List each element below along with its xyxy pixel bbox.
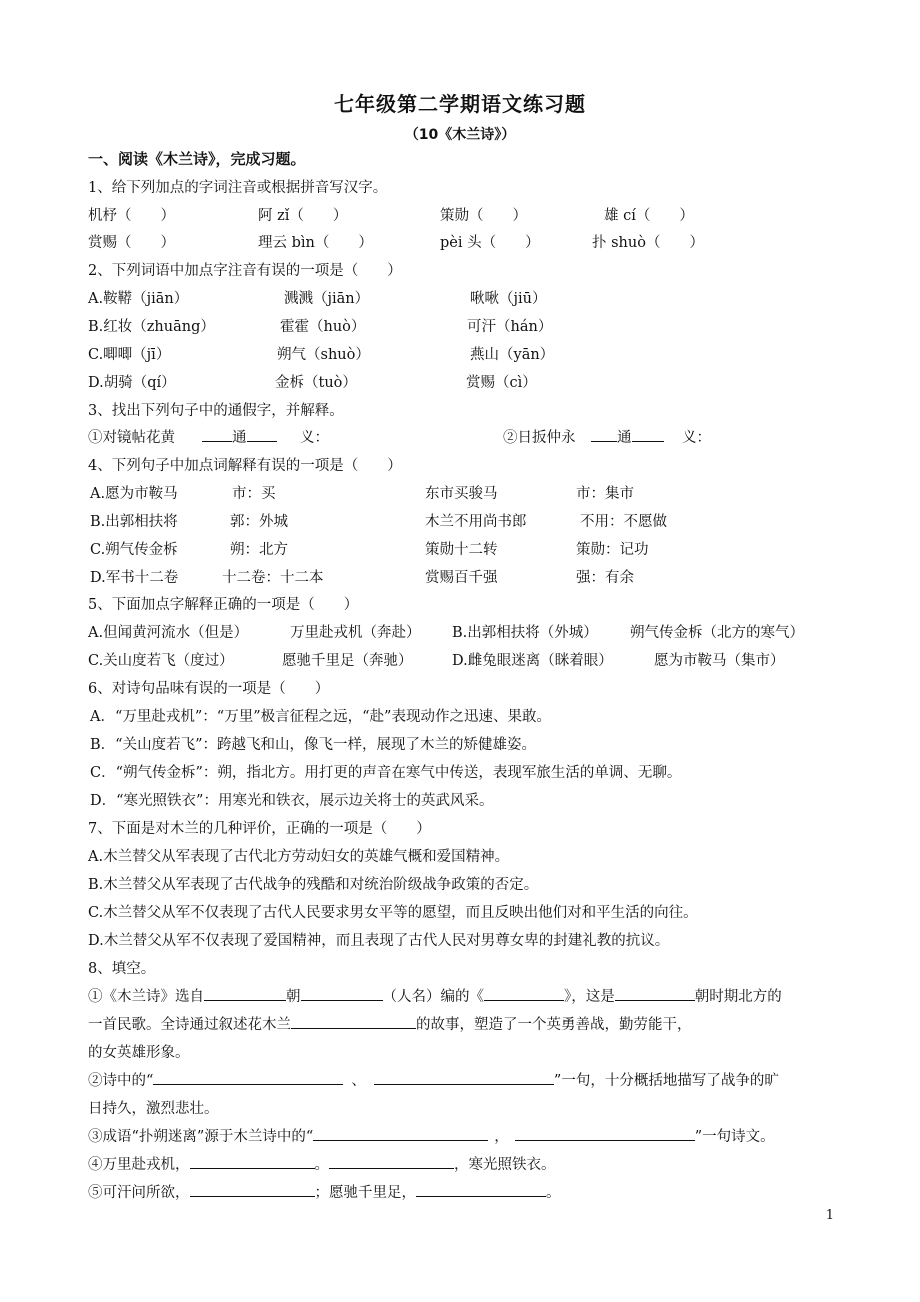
- q3-tong: 通: [617, 430, 632, 446]
- fill-blank[interactable]: [484, 986, 564, 1001]
- q2-stem: 2、下列词语中加点字注音有误的一项是（ ）: [88, 263, 402, 279]
- q2-cell: 赏赐（cì）: [466, 375, 537, 391]
- q3-sentence-b: ②日扳仲永: [503, 430, 576, 446]
- fill-blank[interactable]: [204, 986, 286, 1001]
- text: ②诗中的“: [88, 1073, 154, 1089]
- q7-option: D.木兰替父从军不仅表现了爱国精神，而且表现了古代人民对男尊女卑的封建礼教的抗议。: [88, 933, 670, 949]
- text: ；愿驰千里足，: [314, 1185, 416, 1201]
- text: 。: [546, 1185, 561, 1201]
- q8-fill-1-line-2: [88, 1013, 692, 1034]
- q1-item: 机杼（ ）: [88, 208, 175, 224]
- page-title: 七年级第二学期语文练习题: [334, 92, 586, 116]
- q4-cell: C.朔气传金柝: [90, 542, 178, 558]
- q5-option-row: [0, 649, 920, 673]
- q8-fill-3: [88, 1125, 775, 1146]
- q8-fill-1-line-1: [88, 985, 782, 1006]
- q4-cell: 策勋：记功: [576, 542, 649, 558]
- fill-blank[interactable]: [329, 1154, 454, 1169]
- q8-fill-2-line-2: 日持久，激烈悲壮。: [88, 1101, 219, 1117]
- page-subtitle: （10《木兰诗》）: [404, 127, 516, 143]
- q4-cell: 郭：外城: [230, 514, 288, 530]
- text: ，: [494, 1129, 509, 1145]
- fill-blank[interactable]: [301, 986, 383, 1001]
- q1-row-2: [0, 231, 920, 255]
- q4-cell: 木兰不用尚书郎: [425, 514, 527, 530]
- q7-option: A.木兰替父从军表现了古代北方劳动妇女的英雄气概和爱国精神。: [88, 849, 510, 865]
- q4-option-row: [0, 510, 920, 534]
- text: 一首民歌。全诗通过叙述花木兰: [88, 1017, 291, 1033]
- q5-option-row: [0, 621, 920, 645]
- q2-cell: A.鞍鞯（jiān）: [88, 291, 189, 307]
- q6-option: A．“万里赴戎机”：“万里”极言征程之远，“赴”表现动作之迅速、果敢。: [90, 709, 551, 725]
- q3-tong: 通: [232, 430, 247, 446]
- q4-cell: 不用：不愿做: [580, 514, 667, 530]
- fill-blank[interactable]: [374, 1070, 554, 1085]
- q1-item: 雄 cí（ ）: [604, 208, 694, 224]
- text: 。: [314, 1157, 329, 1173]
- q6-option: D．“寒光照铁衣”：用寒光和铁衣，展示边关将士的英武风采。: [90, 793, 494, 809]
- q3-yi: 义：: [300, 430, 329, 446]
- q5-cell: 万里赴戎机（奔赴）: [290, 625, 421, 641]
- q2-cell: 溅溅（jiān）: [284, 291, 370, 307]
- q3-stem: 3、找出下列句子中的通假字，并解释。: [88, 403, 344, 419]
- fill-blank[interactable]: [291, 1014, 416, 1029]
- q4-cell: D.军书十二卷: [90, 570, 179, 586]
- q5-cell: B.出郭相扶将（外城）: [452, 625, 598, 641]
- text: 、: [351, 1073, 366, 1089]
- q8-fill-1-line-3: 的女英雄形象。: [88, 1045, 190, 1061]
- q7-stem: 7、下面是对木兰的几种评价，正确的一项是（ ）: [88, 821, 431, 837]
- q2-cell: 朔气（shuò）: [277, 347, 370, 363]
- q3-blank[interactable]: [247, 427, 277, 442]
- fill-blank[interactable]: [190, 1154, 315, 1169]
- q8-fill-5: [88, 1181, 561, 1202]
- q1-item: 赏赐（ ）: [88, 235, 175, 251]
- text: 朝: [286, 989, 301, 1005]
- q4-cell: 朔：北方: [230, 542, 288, 558]
- q1-row-1: [0, 204, 920, 228]
- q5-cell: C.关山度若飞（度过）: [88, 653, 234, 669]
- page-number: 1: [825, 1208, 834, 1223]
- q1-item: 扑 shuò（ ）: [592, 235, 704, 251]
- q5-stem: 5、下面加点字解释正确的一项是（ ）: [88, 597, 359, 613]
- q1-stem: 1、给下列加点的字词注音或根据拼音写汉字。: [88, 180, 388, 196]
- q7-option: C.木兰替父从军不仅表现了古代人民要求男女平等的愿望，而且反映出他们对和平生活的向往。: [88, 905, 698, 921]
- q4-cell: B.出郭相扶将: [90, 514, 178, 530]
- q4-stem: 4、下列句子中加点词解释有误的一项是（ ）: [88, 458, 402, 474]
- q4-cell: 强：有余: [576, 570, 634, 586]
- text: ⑤可汗问所欲，: [88, 1185, 190, 1201]
- q3-row: [0, 426, 920, 450]
- q2-cell: 金柝（tuò）: [275, 375, 357, 391]
- fill-blank[interactable]: [190, 1182, 315, 1197]
- q3-blank[interactable]: [591, 427, 617, 442]
- q7-option: B.木兰替父从军表现了古代战争的残酷和对统治阶级战争政策的否定。: [88, 877, 539, 893]
- q4-option-row: [0, 538, 920, 562]
- text: ③成语“扑朔迷离”源于木兰诗中的“: [88, 1129, 314, 1145]
- q2-cell: C.唧唧（jī）: [88, 347, 171, 363]
- fill-blank[interactable]: [515, 1126, 695, 1141]
- q4-cell: A.愿为市鞍马: [90, 486, 178, 502]
- q3-blank[interactable]: [632, 427, 664, 442]
- text: ①《木兰诗》选自: [88, 989, 204, 1005]
- fill-blank[interactable]: [313, 1126, 488, 1141]
- text: 朝时期北方的: [694, 989, 782, 1005]
- q1-item: 理云 bìn（ ）: [258, 235, 373, 251]
- q2-option-row: [0, 371, 920, 395]
- q4-cell: 赏赐百千强: [425, 570, 498, 586]
- q2-option-row: [0, 315, 920, 339]
- q4-cell: 市：集市: [576, 486, 634, 502]
- q5-cell: 朔气传金柝（北方的寒气）: [630, 625, 804, 641]
- q2-cell: 燕山（yān）: [470, 347, 555, 363]
- q2-option-row: [0, 287, 920, 311]
- text: ，寒光照铁衣。: [454, 1157, 556, 1173]
- q2-cell: 啾啾（jiū）: [470, 291, 547, 307]
- fill-blank[interactable]: [615, 986, 695, 1001]
- q1-item: 策勋（ ）: [440, 208, 527, 224]
- q3-yi: 义：: [682, 430, 711, 446]
- q4-option-row: [0, 566, 920, 590]
- fill-blank[interactable]: [416, 1182, 546, 1197]
- q4-cell: 策勋十二转: [425, 542, 498, 558]
- q4-option-row: [0, 482, 920, 506]
- q2-option-row: [0, 343, 920, 367]
- q1-item: pèi 头（ ）: [440, 235, 540, 251]
- q8-fill-2-line-1: [88, 1069, 779, 1090]
- q2-cell: 可汗（hán）: [467, 319, 553, 335]
- q8-fill-4: [88, 1153, 556, 1174]
- q5-cell: A.但闻黄河流水（但是）: [88, 625, 249, 641]
- q3-blank[interactable]: [202, 427, 232, 442]
- text: 的故事，塑造了一个英勇善战，勤劳能干，: [416, 1017, 692, 1033]
- q5-cell: D.雌兔眼迷离（眯着眼）: [452, 653, 613, 669]
- q6-option: C．“朔气传金柝”：朔，指北方。用打更的声音在寒气中传送，表现军旅生活的单调、无聊。: [90, 765, 682, 781]
- text: （人名）编的《: [382, 989, 484, 1005]
- q4-cell: 市：买: [232, 486, 276, 502]
- text: ”一句诗文。: [694, 1129, 775, 1145]
- q2-cell: 霍霍（huò）: [280, 319, 366, 335]
- q2-cell: B.红妆（zhuāng）: [88, 319, 215, 335]
- q8-stem: 8、填空。: [88, 961, 156, 977]
- text: 》，这是: [564, 989, 615, 1005]
- q1-item: 阿 zǐ（ ）: [258, 208, 348, 224]
- q2-cell: D.胡骑（qí）: [88, 375, 176, 391]
- q3-sentence-a: ①对镜帖花黄: [88, 430, 175, 446]
- section-heading: 一、阅读《木兰诗》，完成习题。: [88, 150, 306, 168]
- q5-cell: 愿为市鞍马（集市）: [654, 653, 785, 669]
- text: ”一句，十分概括地描写了战争的旷: [553, 1073, 779, 1089]
- q6-stem: 6、对诗句品味有误的一项是（ ）: [88, 681, 330, 697]
- q5-cell: 愿驰千里足（奔驰）: [282, 653, 413, 669]
- fill-blank[interactable]: [153, 1070, 343, 1085]
- q4-cell: 东市买骏马: [425, 486, 498, 502]
- q4-cell: 十二卷：十二本: [222, 570, 324, 586]
- text: ④万里赴戎机，: [88, 1157, 190, 1173]
- q6-option: B．“关山度若飞”：跨越飞和山，像飞一样，展现了木兰的矫健雄姿。: [90, 737, 536, 753]
